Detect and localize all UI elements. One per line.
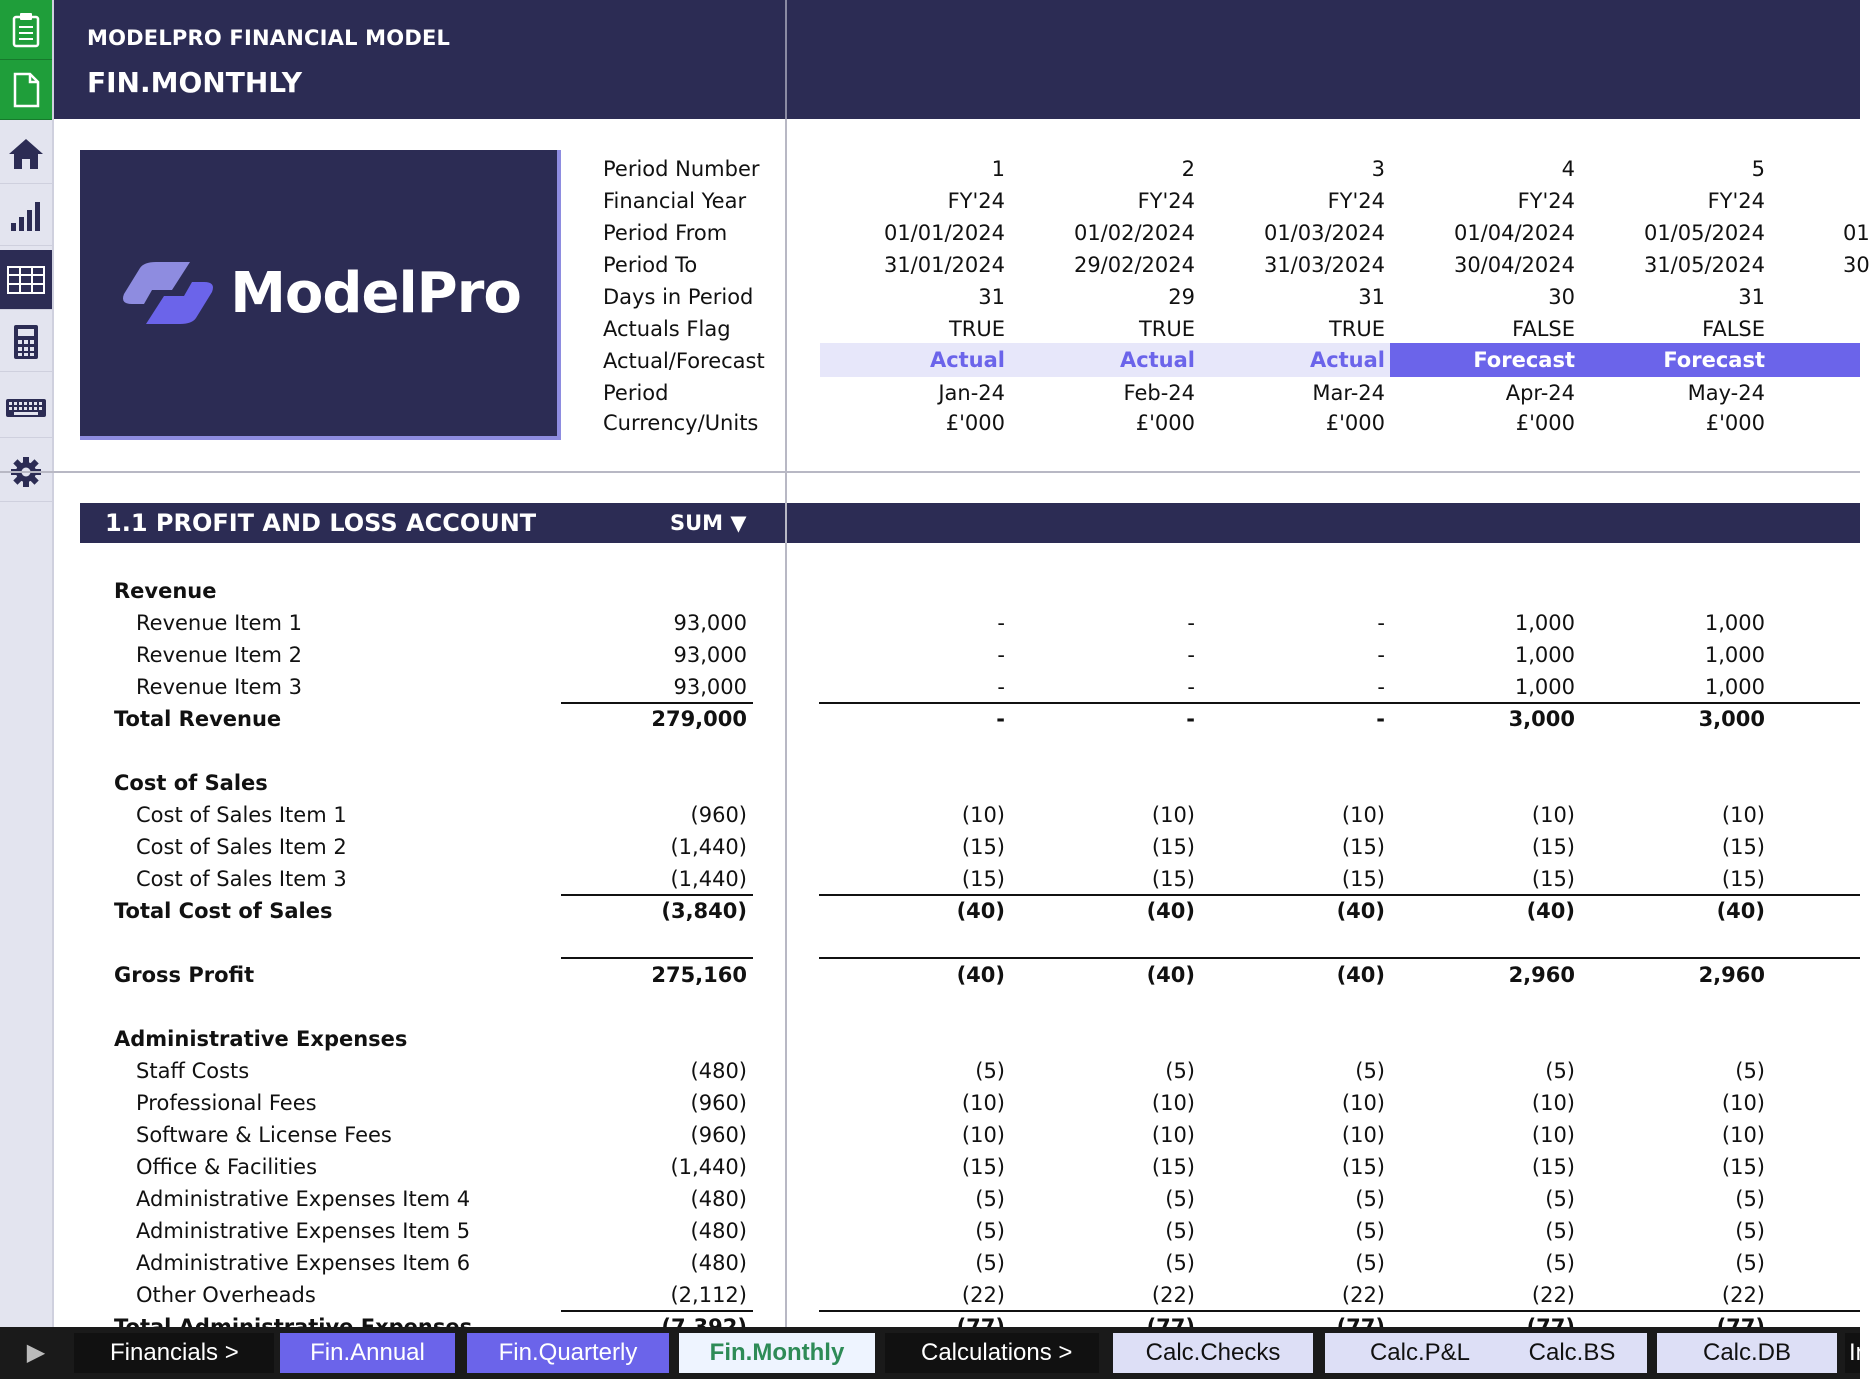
row-value: 3,000	[1698, 707, 1765, 731]
row-value: (5)	[1735, 1059, 1765, 1083]
row-label: Revenue Item 1	[136, 611, 302, 635]
row-value: (15)	[1721, 867, 1765, 891]
row-value: -	[997, 643, 1005, 667]
group-heading: Cost of Sales	[114, 771, 268, 795]
timeline-value: 31	[1738, 285, 1765, 309]
logo-banner	[80, 150, 561, 440]
timeline-label: Period To	[603, 253, 698, 277]
row-value: (40)	[1336, 899, 1385, 923]
timeline-value: FY'24	[1707, 189, 1765, 213]
sheet-title: FIN.MONTHLY	[87, 66, 303, 99]
row-sum: (1,440)	[670, 1155, 747, 1179]
subtotal-rule-periods	[819, 702, 1860, 704]
sidebar-item-charts[interactable]	[0, 186, 52, 246]
row-value: (5)	[1545, 1251, 1575, 1275]
logo-brand-text: ModelPro	[230, 260, 521, 326]
row-value: (15)	[961, 1155, 1005, 1179]
timeline-value: 29/02/2024	[1073, 253, 1195, 277]
timeline-value: FALSE	[1512, 317, 1575, 341]
row-sum: (3,840)	[661, 899, 747, 923]
actual-forecast-cell: Actual	[820, 343, 1013, 377]
row-value: (15)	[1721, 835, 1765, 859]
subtotal-rule-periods	[819, 894, 1860, 896]
row-label: Revenue Item 2	[136, 643, 302, 667]
row-value: (15)	[1151, 835, 1195, 859]
row-value: (15)	[1151, 867, 1195, 891]
timeline-value: Jan-24	[938, 381, 1005, 405]
timeline-value: 01/02/2024	[1073, 221, 1195, 245]
row-value: (15)	[1531, 867, 1575, 891]
row-value: (10)	[1531, 1123, 1575, 1147]
timeline-value: 4	[1561, 157, 1575, 181]
row-value: (40)	[1146, 899, 1195, 923]
row-value: (10)	[1341, 1123, 1385, 1147]
row-value: (5)	[1355, 1187, 1385, 1211]
sidebar-item-calculations[interactable]	[0, 312, 52, 372]
subtotal-rule-periods	[819, 957, 1860, 959]
row-value: 1,000	[1514, 611, 1575, 635]
timeline-value: 31/05/2024	[1643, 253, 1765, 277]
timeline-value: 3	[1371, 157, 1385, 181]
timeline-value: Mar-24	[1312, 381, 1385, 405]
row-value: (10)	[1531, 803, 1575, 827]
row-value: (10)	[961, 803, 1005, 827]
row-value: -	[1187, 611, 1195, 635]
row-value: (10)	[961, 1091, 1005, 1115]
row-value: (15)	[1721, 1155, 1765, 1179]
row-value: 2,960	[1698, 963, 1765, 987]
sidebar-item-home[interactable]	[0, 124, 52, 184]
row-label: Revenue Item 3	[136, 675, 302, 699]
row-value: 1,000	[1704, 675, 1765, 699]
row-value: (10)	[1151, 1091, 1195, 1115]
timeline-value: 01/04/2024	[1453, 221, 1575, 245]
timeline-value: 29	[1168, 285, 1195, 309]
row-value: (15)	[1341, 835, 1385, 859]
timeline-label: Actual/Forecast	[603, 349, 765, 373]
row-value: (5)	[1545, 1187, 1575, 1211]
row-value: 1,000	[1514, 643, 1575, 667]
row-sum: 93,000	[673, 675, 747, 699]
timeline-label: Period From	[603, 221, 728, 245]
section-title: 1.1 PROFIT AND LOSS ACCOUNT	[105, 509, 537, 537]
timeline-value: 5	[1751, 157, 1765, 181]
timeline-value: 30	[1548, 285, 1575, 309]
row-sum: 93,000	[673, 611, 747, 635]
row-sum: (1,440)	[670, 835, 747, 859]
row-value: (40)	[1716, 899, 1765, 923]
row-value: (10)	[1341, 1091, 1385, 1115]
sheet-tab[interactable]: Fin.Quarterly	[467, 1333, 669, 1373]
row-value: (5)	[1355, 1219, 1385, 1243]
row-sum: (480)	[690, 1187, 747, 1211]
row-value: (40)	[1146, 963, 1195, 987]
row-sum: 275,160	[651, 963, 747, 987]
row-label: Total Revenue	[114, 707, 282, 731]
row-value: (10)	[1721, 1091, 1765, 1115]
row-label: Cost of Sales Item 3	[136, 867, 347, 891]
row-value: (15)	[961, 835, 1005, 859]
row-value: (5)	[1165, 1059, 1195, 1083]
row-value: (5)	[1735, 1251, 1765, 1275]
row-value: (5)	[975, 1187, 1005, 1211]
header-divider	[785, 0, 787, 119]
sum-dropdown[interactable]: SUM ▼	[670, 511, 747, 535]
row-value: (15)	[961, 867, 1005, 891]
sheet-tab-bar	[0, 1327, 1870, 1379]
row-value: (5)	[1545, 1219, 1575, 1243]
row-sum: (960)	[690, 1091, 747, 1115]
table-icon	[7, 266, 45, 294]
row-value: -	[1377, 643, 1385, 667]
timeline-value: Apr-24	[1505, 381, 1575, 405]
timeline-value: 31/01/2024	[883, 253, 1005, 277]
row-value: (40)	[956, 963, 1005, 987]
row-value: (5)	[1735, 1219, 1765, 1243]
timeline-value: £'000	[1135, 411, 1195, 435]
timeline-value: 2	[1181, 157, 1195, 181]
row-label: Professional Fees	[136, 1091, 317, 1115]
timeline-value: £'000	[945, 411, 1005, 435]
timeline-label: Currency/Units	[603, 411, 759, 435]
freeze-pane-horizontal	[0, 471, 1860, 473]
row-value: 1,000	[1704, 611, 1765, 635]
timeline-value-partial: 30	[1843, 253, 1870, 277]
row-value: (5)	[1165, 1187, 1195, 1211]
sheet-tab[interactable]: Fin.Annual	[280, 1333, 455, 1373]
group-heading: Administrative Expenses	[114, 1027, 408, 1051]
sheet-tab[interactable]: Calc.BS	[1497, 1333, 1647, 1373]
row-sum: (480)	[690, 1059, 747, 1083]
home-icon	[7, 137, 45, 171]
actual-forecast-cell: Actual	[1010, 343, 1203, 377]
actual-forecast-cell: Forecast	[1390, 343, 1583, 377]
row-label: Other Overheads	[136, 1283, 316, 1307]
row-value: -	[1377, 611, 1385, 635]
freeze-pane-vertical	[785, 119, 787, 1327]
row-value: -	[1186, 707, 1195, 731]
row-value: (15)	[1341, 867, 1385, 891]
timeline-value: TRUE	[948, 317, 1005, 341]
row-value: (5)	[975, 1219, 1005, 1243]
sheet-tab[interactable]: Calculations >	[885, 1333, 1099, 1373]
actual-forecast-cell: Forecast	[1580, 343, 1773, 377]
sheet-tab[interactable]: Fin.Monthly	[679, 1333, 875, 1373]
row-value: (15)	[1531, 835, 1575, 859]
timeline-label: Actuals Flag	[603, 317, 731, 341]
actual-forecast-cell-partial	[1773, 343, 1860, 377]
row-sum: (480)	[690, 1219, 747, 1243]
timeline-value: May-24	[1687, 381, 1765, 405]
row-value: (40)	[1526, 899, 1575, 923]
sidebar-item-tables[interactable]	[0, 250, 52, 310]
row-label: Total Cost of Sales	[114, 899, 333, 923]
row-value: -	[996, 707, 1005, 731]
sheet-header	[54, 0, 1860, 119]
timeline-value: 31	[1358, 285, 1385, 309]
row-value: (5)	[1355, 1059, 1385, 1083]
timeline-value: TRUE	[1328, 317, 1385, 341]
row-value: (10)	[1151, 1123, 1195, 1147]
row-value: (22)	[1721, 1283, 1765, 1307]
row-value: 1,000	[1704, 643, 1765, 667]
timeline-value: FY'24	[1137, 189, 1195, 213]
row-value: (10)	[1721, 1123, 1765, 1147]
row-value: (5)	[975, 1251, 1005, 1275]
row-value: -	[997, 611, 1005, 635]
calculator-icon	[13, 324, 39, 360]
document-icon	[12, 72, 40, 108]
row-value: (40)	[956, 899, 1005, 923]
row-label: Staff Costs	[136, 1059, 250, 1083]
row-value: -	[1377, 675, 1385, 699]
row-value: -	[1187, 675, 1195, 699]
row-label: Office & Facilities	[136, 1155, 318, 1179]
timeline-value: £'000	[1515, 411, 1575, 435]
row-sum: (480)	[690, 1251, 747, 1275]
subtotal-rule-sum	[561, 1310, 753, 1312]
timeline-value: Feb-24	[1123, 381, 1195, 405]
row-value: (15)	[1341, 1155, 1385, 1179]
tab-scroll-play-icon[interactable]: ▶	[26, 1339, 46, 1366]
row-value: -	[997, 675, 1005, 699]
row-value: (5)	[1165, 1251, 1195, 1275]
row-label: Software & License Fees	[136, 1123, 392, 1147]
timeline-label: Period	[603, 381, 669, 405]
keyboard-icon	[5, 398, 47, 418]
model-title: MODELPRO FINANCIAL MODEL	[87, 26, 451, 50]
sheet-tab[interactable]: In	[1845, 1333, 1860, 1373]
timeline-label: Days in Period	[603, 285, 754, 309]
row-value: -	[1376, 707, 1385, 731]
modelpro-logo-icon	[116, 260, 220, 326]
sidebar	[0, 0, 54, 1327]
sheet-tab[interactable]: Calc.P&L	[1325, 1333, 1515, 1373]
sidebar-item-document[interactable]	[0, 60, 52, 120]
timeline-value: TRUE	[1138, 317, 1195, 341]
timeline-value: 01/01/2024	[883, 221, 1005, 245]
row-value: (10)	[1341, 803, 1385, 827]
row-value: (5)	[1545, 1059, 1575, 1083]
timeline-value: £'000	[1325, 411, 1385, 435]
timeline-value: FY'24	[1517, 189, 1575, 213]
row-value: (10)	[1531, 1091, 1575, 1115]
row-sum: (960)	[690, 1123, 747, 1147]
row-value: (15)	[1151, 1155, 1195, 1179]
row-label: Gross Profit	[114, 963, 255, 987]
row-value: 2,960	[1508, 963, 1575, 987]
row-value: -	[1187, 643, 1195, 667]
timeline-label: Financial Year	[603, 189, 747, 213]
row-label: Administrative Expenses Item 6	[136, 1251, 471, 1275]
subtotal-rule-sum	[561, 894, 753, 896]
row-value: (5)	[975, 1059, 1005, 1083]
sidebar-item-checklist[interactable]	[0, 0, 52, 60]
row-value: (22)	[1531, 1283, 1575, 1307]
row-value: 1,000	[1514, 675, 1575, 699]
row-label: Cost of Sales Item 2	[136, 835, 347, 859]
row-value: (10)	[1721, 803, 1765, 827]
sheet-tab[interactable]: Financials >	[74, 1333, 274, 1373]
row-value: (22)	[1341, 1283, 1385, 1307]
row-sum: 279,000	[651, 707, 747, 731]
subtotal-rule-periods	[819, 1310, 1860, 1312]
row-label: Cost of Sales Item 1	[136, 803, 347, 827]
row-label: Administrative Expenses Item 5	[136, 1219, 471, 1243]
row-sum: 93,000	[673, 643, 747, 667]
sheet-tab[interactable]: Calc.Checks	[1113, 1333, 1313, 1373]
timeline-value: 1	[991, 157, 1005, 181]
row-sum: (2,112)	[670, 1283, 747, 1307]
clipboard-icon	[11, 12, 41, 48]
row-value: (22)	[1151, 1283, 1195, 1307]
timeline-value: 31/03/2024	[1263, 253, 1385, 277]
section-bar-extension	[787, 503, 1860, 543]
row-value: (10)	[1151, 803, 1195, 827]
bar-chart-icon	[9, 199, 43, 233]
sidebar-item-inputs[interactable]	[0, 378, 52, 438]
row-value: 3,000	[1508, 707, 1575, 731]
timeline-value: FALSE	[1702, 317, 1765, 341]
timeline-value-partial: 01	[1843, 221, 1870, 245]
actual-forecast-cell: Actual	[1200, 343, 1393, 377]
row-value: (15)	[1531, 1155, 1575, 1179]
timeline-value: 31	[978, 285, 1005, 309]
subtotal-rule-sum	[561, 957, 753, 959]
row-value: (22)	[961, 1283, 1005, 1307]
sheet-tab[interactable]: Calc.DB	[1657, 1333, 1837, 1373]
group-heading: Revenue	[114, 579, 217, 603]
timeline-value: £'000	[1705, 411, 1765, 435]
row-sum: (1,440)	[670, 867, 747, 891]
timeline-value: 01/03/2024	[1263, 221, 1385, 245]
row-sum: (960)	[690, 803, 747, 827]
row-value: (5)	[1735, 1187, 1765, 1211]
row-label: Administrative Expenses Item 4	[136, 1187, 471, 1211]
timeline-label: Period Number	[603, 157, 760, 181]
row-value: (10)	[961, 1123, 1005, 1147]
row-value: (5)	[1165, 1219, 1195, 1243]
row-value: (40)	[1336, 963, 1385, 987]
subtotal-rule-sum	[561, 702, 753, 704]
timeline-value: FY'24	[947, 189, 1005, 213]
timeline-value: FY'24	[1327, 189, 1385, 213]
row-value: (5)	[1355, 1251, 1385, 1275]
timeline-value: 30/04/2024	[1453, 253, 1575, 277]
timeline-value: 01/05/2024	[1643, 221, 1765, 245]
